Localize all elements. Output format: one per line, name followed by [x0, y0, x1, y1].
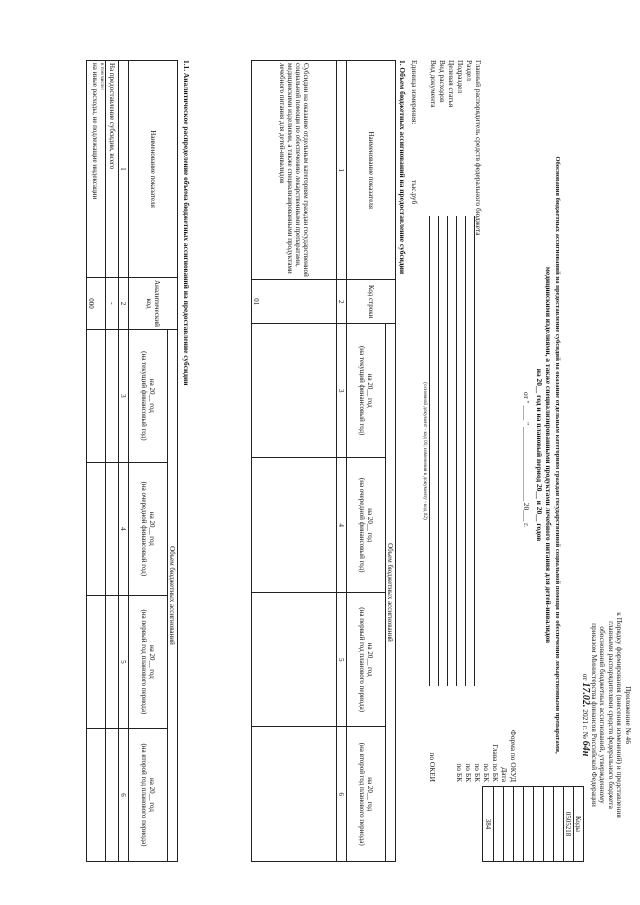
section11-title: 1.1. Аналитическое распределение объема бюджетных ассигнований на предоставление субсидии: [182, 60, 191, 386]
appendix-line: обоснований бюджетных ассигнований, утвержденному: [598, 626, 608, 804]
s1-num: 1: [337, 61, 347, 280]
okud-value: 0505218: [564, 787, 574, 862]
section1-table: [251, 60, 396, 862]
s11-cell: [106, 462, 119, 595]
celevaya-label: Целевая статья: [447, 60, 456, 108]
podrazdel-line: [456, 216, 464, 686]
s1-col-year2: на 20__ год (на очередной финансовый год): [347, 458, 386, 593]
s1-num: 2: [337, 280, 347, 323]
unit-value: тыс.руб: [410, 180, 419, 205]
appendix-title: Приложение № 46: [624, 686, 633, 744]
main-manager-label: Главный распорядитель средств федерального бюджета: [474, 60, 483, 236]
code-cell: [534, 787, 544, 862]
s11-cell: [87, 329, 106, 462]
s1-row-code: 01: [252, 280, 337, 323]
podrazdel-label: Подраздел: [456, 60, 465, 94]
codes-table: [482, 786, 584, 862]
vid-dokumenta-line: [429, 216, 437, 686]
okei-value: 384: [483, 787, 494, 862]
appendix-block: [580, 585, 632, 845]
code-cell: [554, 787, 564, 862]
doc-title-line2: медицинскими изделиями, а также специализированными продуктами лечебного питания для детей-инвалидов: [544, 266, 553, 644]
razdel-label: Раздел: [465, 60, 474, 81]
appendix-line: к Порядку формирования (внесения изменений) и представления: [615, 612, 625, 818]
code-cell: [504, 787, 514, 862]
s1-col-year1: на 20__ год (на текущий финансовый год): [347, 323, 386, 458]
s11-row-other: [87, 61, 106, 278]
s1-cell: [252, 727, 337, 862]
vid-rashodov-label: Вид расходов: [438, 60, 447, 103]
code-cell: [494, 787, 504, 862]
s11-col-name: Наименование показателя: [129, 61, 178, 278]
s11-num: 4: [119, 462, 129, 595]
s1-num: 4: [337, 458, 347, 593]
s11-row-other-code: 000: [87, 278, 106, 330]
vid-rashodov-code-label: по БК: [455, 763, 464, 782]
handwritten-date: 17.02.: [580, 682, 592, 708]
s11-cell: [106, 728, 119, 861]
s11-num: 3: [119, 329, 129, 462]
code-cell: [524, 787, 534, 862]
s11-cell: [87, 462, 106, 595]
s11-num: 6: [119, 728, 129, 861]
s11-col-group: Объем бюджетных ассигнований: [168, 329, 178, 861]
date-label: Дата: [500, 767, 509, 782]
doc-title-line1: Обоснования бюджетных ассигнований на предоставление субсидий на оказание отдельным категориям граждан государственной социальной помощи по обеспечению лекарственными препаратами,: [554, 156, 561, 754]
appendix-line: приказом Министерства финансов Российской Федерации: [589, 623, 599, 807]
s11-cell: [87, 728, 106, 861]
appendix-date-line: от 17.02. 2021 г. № 64н: [580, 673, 592, 757]
s11-row-total-code: -: [106, 278, 119, 330]
s11-cell: [106, 329, 119, 462]
okei-label: по ОКЕИ: [428, 752, 437, 782]
razdel-code-label: по БК: [482, 763, 491, 782]
s1-cell: [252, 592, 337, 727]
vid-rashodov-line: [438, 216, 446, 686]
code-cell: [544, 787, 554, 862]
celevaya-code-label: по БК: [464, 763, 473, 782]
okud-label: Форма по ОКУД: [509, 729, 518, 782]
s11-num: 5: [119, 595, 129, 728]
s11-col-code: Аналитический код: [129, 278, 178, 330]
main-manager-line: [474, 216, 482, 686]
doc-title-line3: на 20__ год и на плановый период 20__ и 20__ годов: [535, 368, 544, 542]
s11-col-year2: на 20__ год (на очередной финансовый год): [129, 462, 168, 595]
s11-row-including: в том числе:: [99, 63, 105, 91]
s11-col-year1: на 20__ год (на текущий финансовый год): [129, 329, 168, 462]
s11-num: 1: [119, 61, 129, 278]
s1-num: 6: [337, 727, 347, 862]
code-cell: [514, 787, 524, 862]
unit-label: Единица измерения:: [410, 60, 419, 125]
s1-num: 3: [337, 323, 347, 458]
s11-cell: [106, 595, 119, 728]
handwritten-number: 64н: [580, 740, 592, 757]
codes-header: Коды: [574, 787, 584, 862]
s11-col-year4: на 20__ год (на второй год планового периода): [129, 728, 168, 861]
doc-type-hint: (основной документ - код 01; изменения к документу - код 02): [422, 382, 428, 520]
glava-label: Глава по БК: [491, 744, 500, 782]
appendix-line: главными распорядителями средств федерального бюджета: [606, 621, 616, 809]
vid-dokumenta-label: Вид документа: [429, 60, 438, 108]
s11-row-other-text: на иные расходы, не подлежащие индексации: [91, 63, 99, 200]
s1-col-code: Код строки: [347, 280, 396, 323]
section11-table: [86, 60, 178, 862]
s1-cell: [252, 458, 337, 593]
s1-col-group: Объем бюджетных ассигнований: [386, 323, 396, 861]
s1-row-text: Субсидии на оказание отдельным категориям граждан государственной социальной помощи по обеспечению лекарственными препаратами, медицинскими изделиями, а также специализированными продуктами лечебного питания для детей-инвалидов: [252, 61, 337, 280]
s1-col-name: Наименование показателя: [347, 61, 396, 280]
s11-col-year3: на 20__ год (на первый год планового периода): [129, 595, 168, 728]
celevaya-line: [447, 216, 455, 686]
podrazdel-code-label: по БК: [473, 763, 482, 782]
s11-cell: [87, 595, 106, 728]
s1-num: 5: [337, 592, 347, 727]
from-date-line: от " ____ " ____________________ 20___ г.: [522, 392, 531, 528]
s1-cell: [252, 323, 337, 458]
s11-row-total: На предоставление субсидии, всего: [106, 61, 119, 278]
razdel-line: [465, 216, 473, 686]
s1-col-year4: на 20__ год (на второй год планового периода): [347, 727, 386, 862]
section1-title: 1. Объем бюджетных ассигнований на предоставление субсидии: [398, 60, 407, 275]
s11-num: 2: [119, 278, 129, 330]
s1-col-year3: на 20__ год (на первый год планового периода): [347, 592, 386, 727]
